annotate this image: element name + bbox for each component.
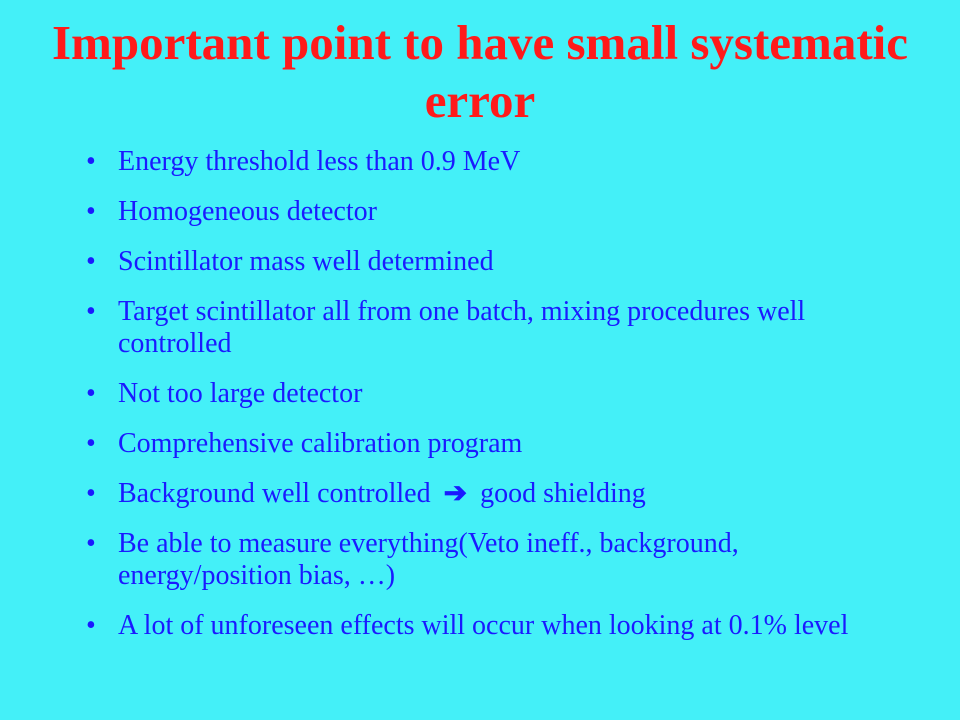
bullet-text: Scintillator mass well determined (118, 246, 494, 277)
bullet-item (78, 378, 918, 410)
bullet-dot-icon: • (86, 528, 96, 559)
bullet-dot-icon: • (86, 196, 96, 227)
right-arrow-icon: ➔ (443, 478, 468, 509)
bullet-item (78, 528, 918, 592)
bullet-dot-icon: • (86, 296, 96, 327)
bullet-item (78, 146, 918, 178)
bullet-item (78, 610, 918, 642)
bullet-dot-icon: • (86, 610, 96, 641)
bullet-list (78, 146, 918, 660)
bullet-dot-icon: • (86, 428, 96, 459)
bullet-text: Be able to measure everything(Veto ineff., background, energy/position bias, …) (118, 528, 739, 591)
bullet-text: Not too large detector (118, 378, 363, 409)
bullet-item (78, 246, 918, 278)
bullet-dot-icon: • (86, 378, 96, 409)
bullet-text: Comprehensive calibration program (118, 428, 523, 459)
bullet-dot-icon: • (86, 246, 96, 277)
bullet-text: Homogeneous detector (118, 196, 377, 227)
bullet-item (78, 478, 918, 510)
bullet-text: Target scintillator all from one batch, mixing procedures well controlled (118, 296, 806, 359)
slide-title: Important point to have small systematic error (51, 15, 909, 128)
bullet-dot-icon: • (86, 478, 96, 509)
bullet-dot-icon: • (86, 146, 96, 177)
bullet-text: Energy threshold less than 0.9 MeV (118, 146, 521, 177)
bullet-text: A lot of unforeseen effects will occur when looking at 0.1% level (118, 610, 849, 641)
bullet-text-after: good shielding (480, 478, 646, 509)
bullet-item (78, 196, 918, 228)
bullet-item (78, 428, 918, 460)
bullet-item (78, 296, 918, 360)
bullet-text-before: Background well controlled (118, 478, 431, 509)
